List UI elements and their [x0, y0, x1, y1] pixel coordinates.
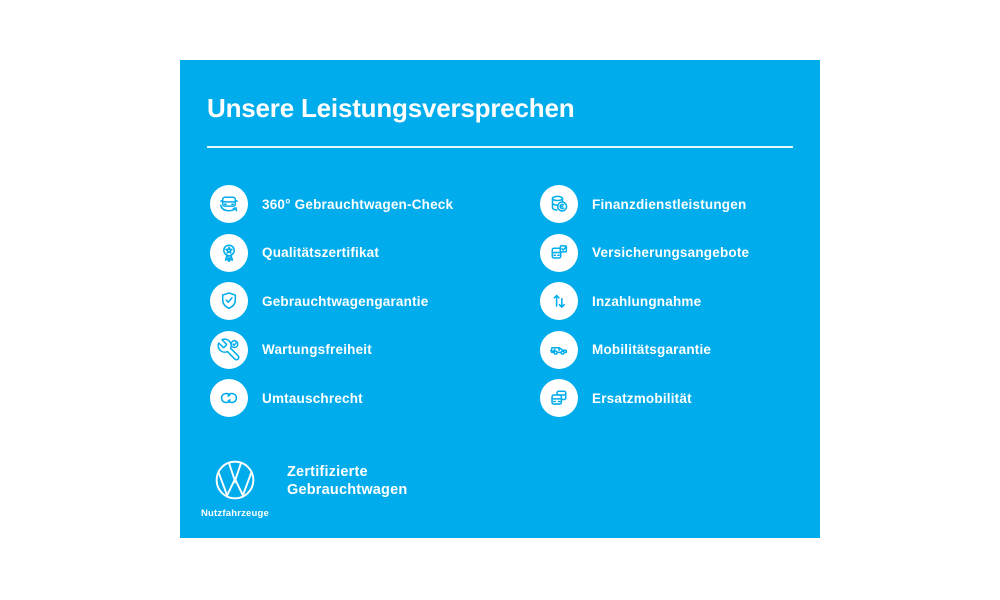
logo-caption: Nutzfahrzeuge	[200, 508, 270, 519]
arrows-up-down-icon	[540, 282, 578, 320]
list-item	[210, 331, 453, 369]
list-item	[540, 331, 749, 369]
car-checkbox-icon	[540, 234, 578, 272]
promise-label: 360° Gebrauchtwagen-Check	[262, 196, 454, 212]
list-item	[540, 379, 749, 417]
promise-label: Wartungsfreiheit	[262, 342, 372, 357]
car-360-icon	[210, 185, 248, 223]
vw-logo	[185, 459, 285, 519]
list-item	[540, 282, 749, 320]
list-item	[210, 234, 453, 272]
promise-list-left	[210, 185, 453, 417]
title-divider	[207, 146, 793, 148]
program-name-line1: Zertifizierte	[287, 464, 368, 480]
wrench-check-icon	[210, 331, 248, 369]
list-item	[540, 185, 749, 223]
program-name	[287, 464, 407, 499]
promise-label: Inzahlungnahme	[592, 293, 702, 309]
exchange-arrows-icon	[210, 379, 248, 417]
promise-label: Qualitätszertifikat	[262, 245, 380, 260]
promise-label: Mobilitätsgarantie	[592, 342, 712, 357]
program-name-line2: Gebrauchtwagen	[287, 481, 408, 498]
promise-list-right	[540, 185, 749, 417]
coins-euro-icon	[540, 185, 578, 223]
two-cars-icon	[540, 379, 578, 417]
promise-label: Umtauschrecht	[262, 390, 363, 406]
page-title: Unsere Leistungsversprechen	[207, 93, 575, 123]
shield-check-icon	[210, 282, 248, 320]
quality-certificate-icon	[210, 234, 248, 272]
van-check-icon	[540, 331, 578, 369]
promise-label: Finanzdienstleistungen	[592, 196, 747, 212]
promise-label: Gebrauchtwagengarantie	[262, 293, 429, 309]
promo-card	[180, 60, 820, 538]
promise-label: Versicherungsangebote	[592, 245, 750, 260]
list-item	[210, 379, 453, 417]
promise-label: Ersatzmobilität	[592, 390, 692, 406]
vw-logo-icon	[214, 459, 256, 501]
list-item	[210, 185, 453, 223]
list-item	[540, 234, 749, 272]
list-item	[210, 282, 453, 320]
